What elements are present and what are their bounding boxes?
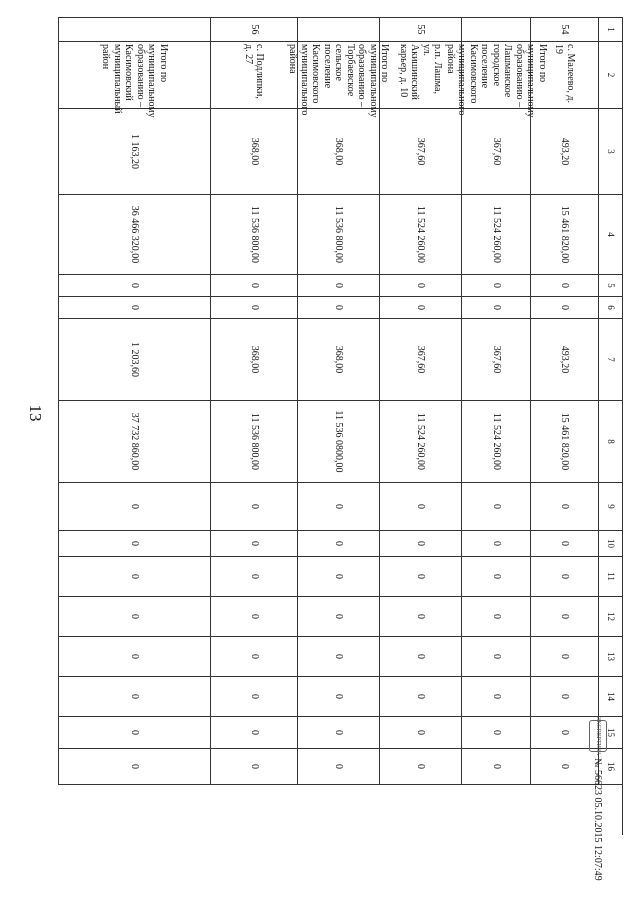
table-cell: 0 [297, 483, 379, 531]
address-cell: Итого по муниципальному образованию – Касимовский муниципальный район [58, 42, 210, 109]
table-cell: 11 536 800,00 [297, 195, 379, 275]
table-cell: 11 524 260,00 [461, 401, 530, 483]
row-number-cell: 56 [210, 18, 297, 42]
table-cell: 11 524 260,00 [379, 401, 461, 483]
address-cell: с. Малеево, д. 19 [530, 42, 598, 109]
table-cell: 0 [58, 597, 210, 637]
table-cell: 0 [58, 677, 210, 717]
table-cell: 0 [530, 597, 598, 637]
table-cell: 368,00 [297, 109, 379, 195]
table-cell: 0 [210, 531, 297, 557]
table-cell: 0 [530, 557, 598, 597]
table-cell: 0 [297, 637, 379, 677]
table-cell: 0 [58, 483, 210, 531]
table-cell: 0 [379, 717, 461, 749]
table-cell: 0 [210, 637, 297, 677]
table-cell: 0 [210, 483, 297, 531]
footer [585, 716, 611, 890]
table-cell: 0 [210, 297, 297, 319]
table-cell: 0 [461, 483, 530, 531]
table-cell: 0 [58, 717, 210, 749]
table-cell: 493,20 [530, 319, 598, 401]
table-cell: 0 [461, 557, 530, 597]
column-header: 16 [598, 749, 622, 785]
table-cell: 0 [379, 483, 461, 531]
address-cell: с. Подлипки, д. 27 [210, 42, 297, 109]
column-header: 4 [598, 195, 622, 275]
table-cell: 0 [58, 531, 210, 557]
row-number-cell [461, 18, 530, 42]
row-number-cell: 54 [530, 18, 598, 42]
table-cell: 0 [297, 557, 379, 597]
document-id: № 56623 05.10.2015 12:07:49 [592, 758, 604, 881]
column-header: 15 [598, 717, 622, 749]
column-header: 3 [598, 109, 622, 195]
page-number: 13 [26, 404, 45, 422]
table-cell: 0 [210, 597, 297, 637]
column-header: 2 [598, 42, 622, 109]
data-table [58, 17, 623, 835]
table-cell: 0 [297, 749, 379, 785]
table-cell: 1 163,20 [58, 109, 210, 195]
table-cell: 0 [379, 557, 461, 597]
table-cell: 0 [210, 717, 297, 749]
address-cell: Итого по муниципальному образованию – Лашманское городское поселение Касимовского муниципального района [444, 44, 548, 118]
table-cell: 0 [58, 749, 210, 785]
address-cell: Итого по муниципальному образованию – Торбаевское сельское поселение Касимовского муниципального района [287, 44, 391, 118]
column-header: 7 [598, 319, 622, 401]
table-cell: 0 [297, 677, 379, 717]
table-cell: 36 466 320,00 [58, 195, 210, 275]
table-cell: 0 [379, 749, 461, 785]
data-table-container [59, 17, 623, 834]
column-header: 9 [598, 483, 622, 531]
table-cell: 0 [379, 297, 461, 319]
column-header: 8 [598, 401, 622, 483]
table-cell: 368,00 [210, 319, 297, 401]
table-cell: 15 461 820,00 [530, 195, 598, 275]
table-cell: 0 [379, 531, 461, 557]
table-cell: 493,20 [530, 109, 598, 195]
table-cell: 0 [297, 717, 379, 749]
row-number-cell [58, 18, 210, 42]
table-cell: 367,60 [461, 319, 530, 401]
table-cell: 0 [530, 483, 598, 531]
table-cell: 0 [461, 717, 530, 749]
table-cell: 0 [297, 531, 379, 557]
table-cell: 0 [461, 531, 530, 557]
table-cell: 1 203,60 [58, 319, 210, 401]
table-cell: 367,60 [461, 109, 530, 195]
table-cell: 0 [297, 297, 379, 319]
table-cell: 0 [379, 637, 461, 677]
table-cell: 0 [210, 275, 297, 297]
table-cell: 0 [461, 637, 530, 677]
column-header: 11 [598, 557, 622, 597]
table-cell: 0 [210, 749, 297, 785]
table-cell: 368,00 [297, 319, 379, 401]
table-cell: 0 [297, 597, 379, 637]
table-cell: 0 [530, 531, 598, 557]
table-cell: 11 536 800,00 [210, 195, 297, 275]
table-cell: 0 [379, 597, 461, 637]
table-cell: 0 [58, 297, 210, 319]
table-cell: 0 [58, 275, 210, 297]
row-number-cell: 55 [379, 18, 461, 42]
table-cell: 0 [297, 275, 379, 297]
column-header: 12 [598, 597, 622, 637]
table-cell: 0 [379, 275, 461, 297]
table-cell: 0 [210, 677, 297, 717]
table-cell: 0 [461, 597, 530, 637]
column-header: 5 [598, 275, 622, 297]
table-cell: 11 524 260,00 [461, 195, 530, 275]
table-cell: 0 [58, 637, 210, 677]
table-cell: 0 [530, 717, 598, 749]
table-cell: 0 [530, 297, 598, 319]
address-cell: р.п. Лашма, ул. Акишинский карьер, д. 10 [379, 42, 461, 109]
table-cell: 0 [58, 557, 210, 597]
column-header: 13 [598, 637, 622, 677]
table-cell: 0 [530, 637, 598, 677]
table-cell: 0 [210, 557, 297, 597]
table-cell: 0 [461, 749, 530, 785]
table-cell: 0 [379, 677, 461, 717]
table-cell: 0 [461, 275, 530, 297]
table-cell: 0 [461, 297, 530, 319]
table-cell: 0 [530, 677, 598, 717]
registry-stamp-icon: ЭКСПЕРТИЗА [589, 720, 607, 752]
table-cell: 0 [530, 275, 598, 297]
table-cell: 368,00 [210, 109, 297, 195]
table-cell: 367,60 [379, 319, 461, 401]
table-cell: 11 536 800,00 [210, 401, 297, 483]
table-cell: 367,60 [379, 109, 461, 195]
column-header: 10 [598, 531, 622, 557]
table-cell: 11 536 0800,00 [297, 401, 379, 483]
table-cell: 15 461 820,00 [530, 401, 598, 483]
row-number-cell [297, 18, 379, 42]
column-header: 1 [598, 18, 622, 42]
table-cell: 37 732 860,00 [58, 401, 210, 483]
table-cell: 0 [461, 677, 530, 717]
table-cell: 11 524 260,00 [379, 195, 461, 275]
column-header: 14 [598, 677, 622, 717]
column-header: 6 [598, 297, 622, 319]
table-cell: 0 [530, 749, 598, 785]
